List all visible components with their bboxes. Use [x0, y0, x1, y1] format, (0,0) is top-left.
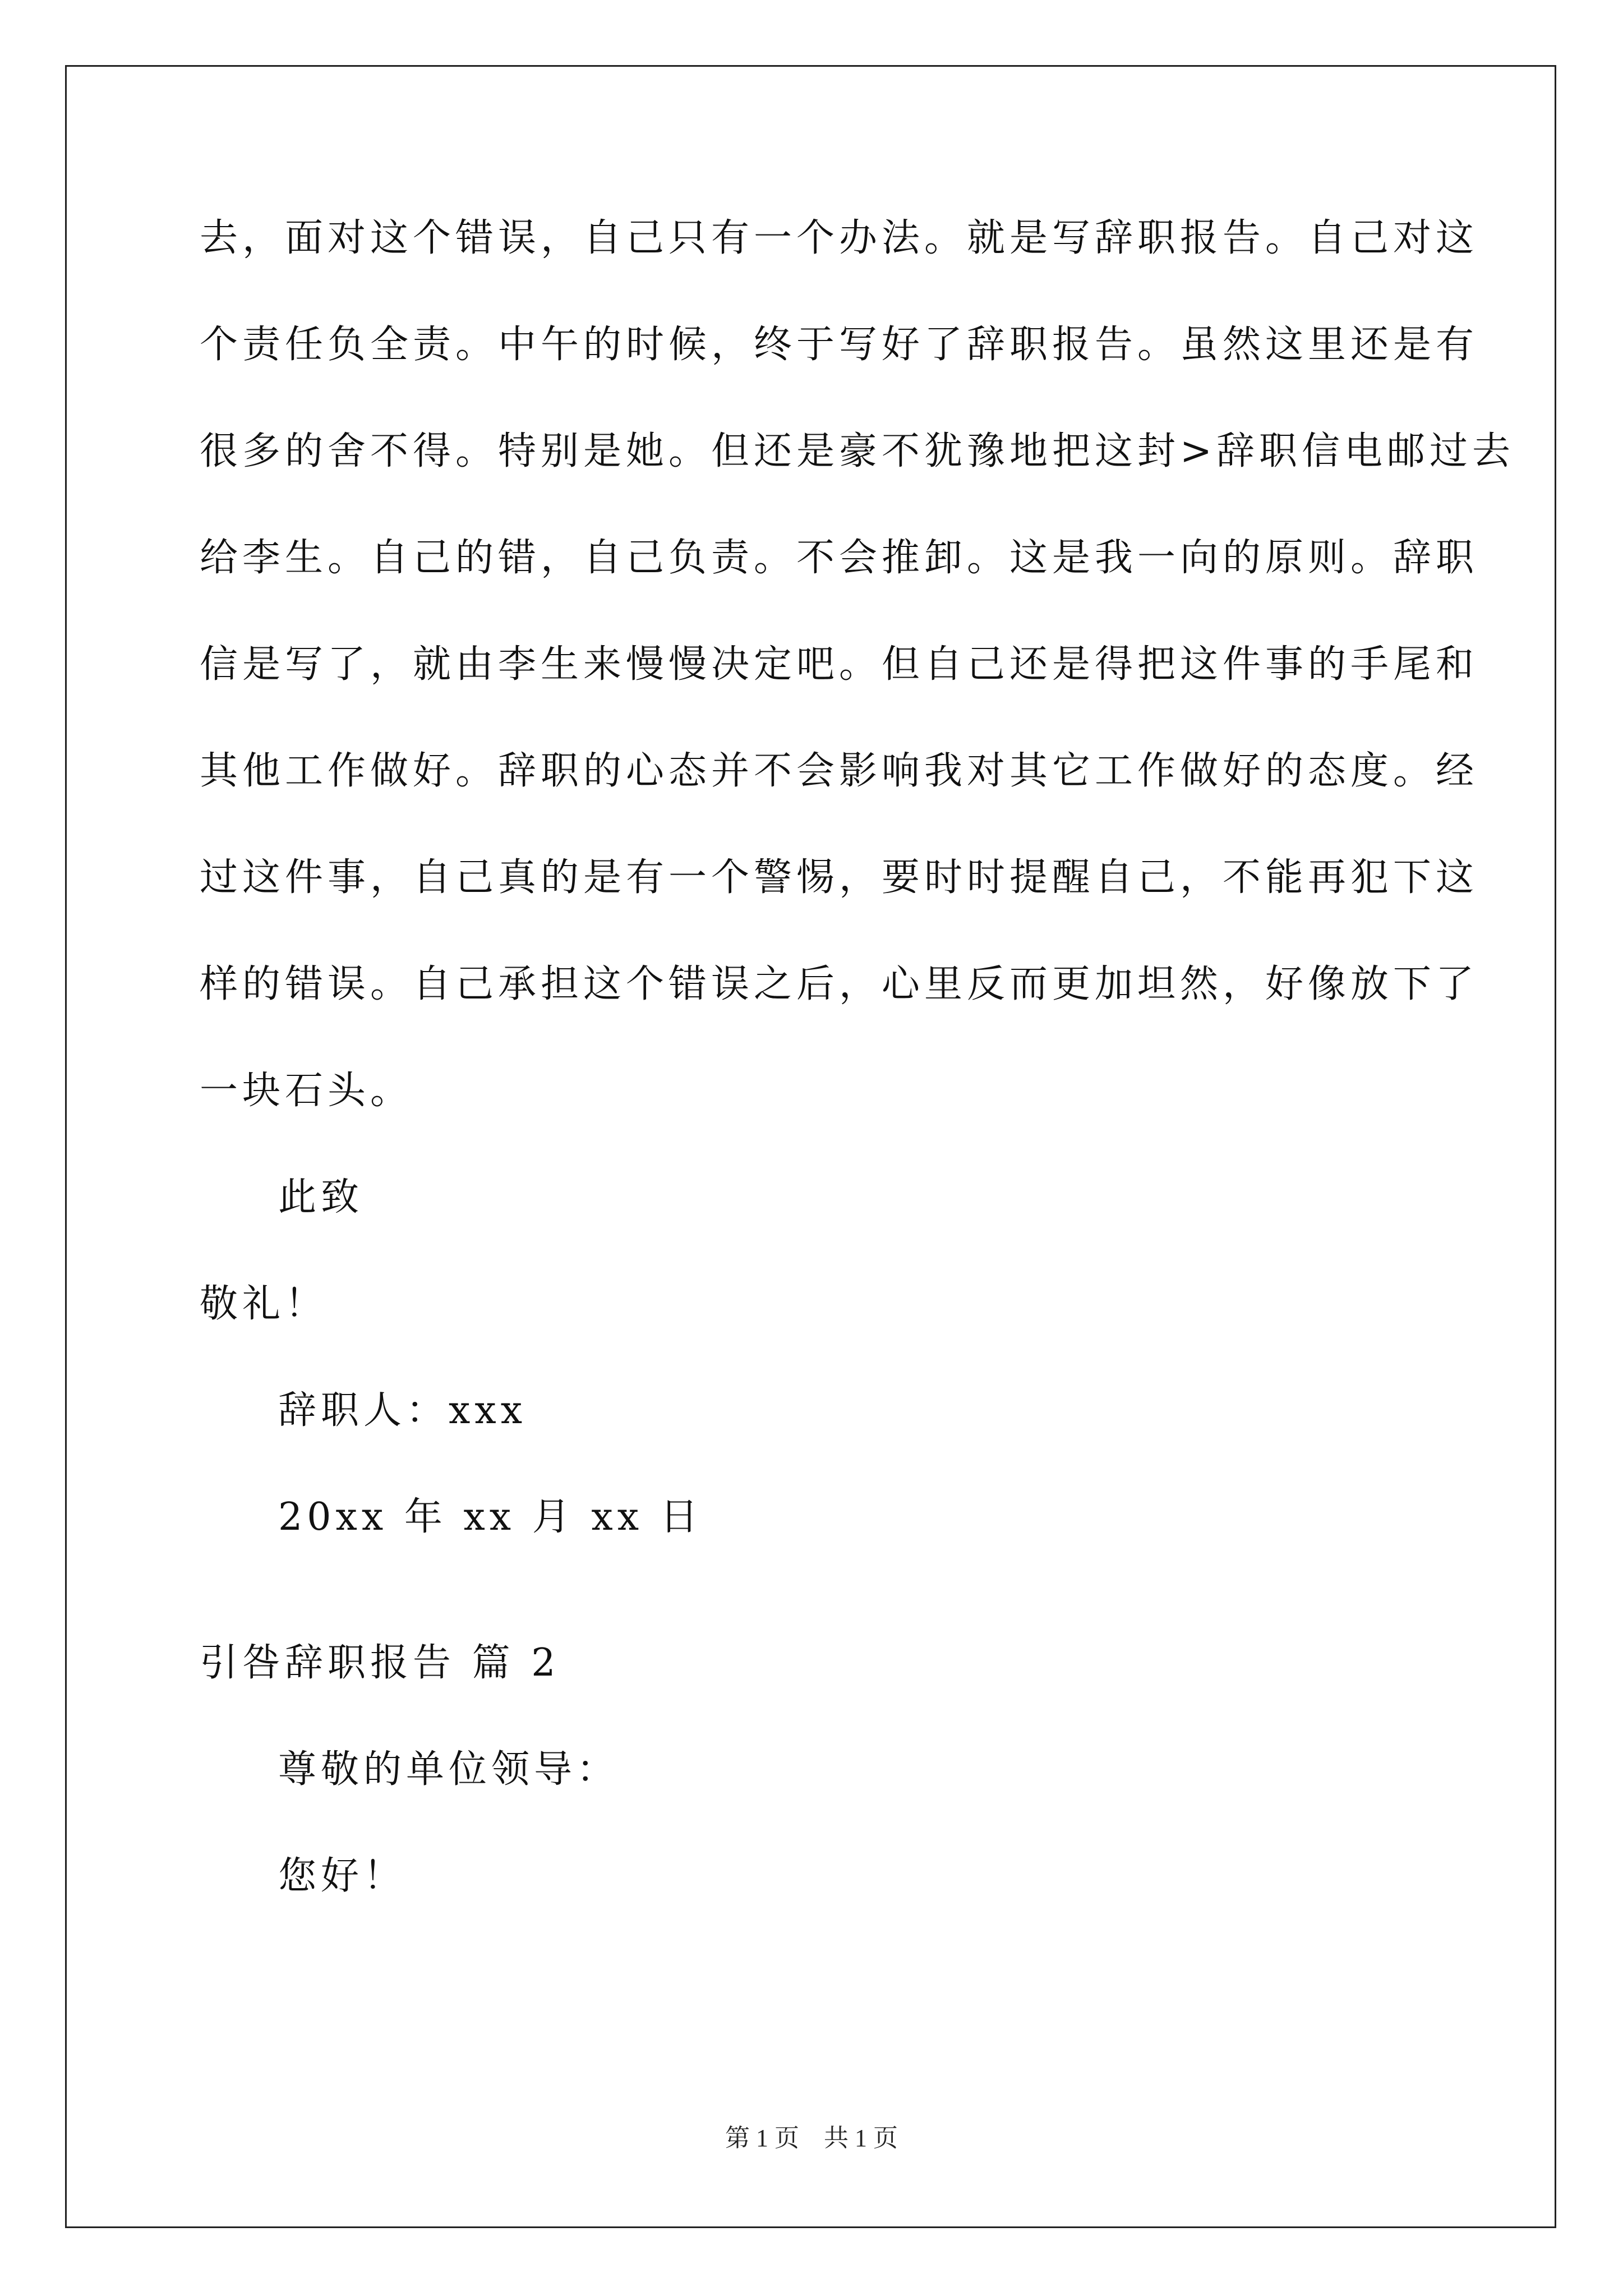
date-line: 20xx 年 xx 月 xx 日 [278, 1495, 703, 1539]
page-footer [0, 2124, 1623, 2152]
body-line: 样的错误。自己承担这个错误之后，心里反而更加坦然，好像放下了 [200, 962, 1479, 1006]
body-line: 很多的舍不得。特别是她。但还是豪不犹豫地把这封>辞职信电邮过去 [200, 429, 1515, 473]
body-line: 一块石头。 [200, 1069, 413, 1113]
section-heading: 引咎辞职报告 篇 2 [200, 1641, 560, 1685]
body-line: 给李生。自己的错，自己负责。不会推卸。这是我一向的原则。辞职 [200, 536, 1479, 580]
body-line: 去，面对这个错误，自己只有一个办法。就是写辞职报告。自己对这 [200, 216, 1479, 260]
body-line: 过这件事，自己真的是有一个警惕，要时时提醒自己，不能再犯下这 [200, 855, 1479, 900]
document-body [200, 216, 1515, 1961]
body-line: 个责任负全责。中午的时候，终于写好了辞职报告。虽然这里还是有 [200, 323, 1479, 367]
closing-salutation: 此致 [278, 1175, 364, 1220]
addressee-line: 尊敬的单位领导： [278, 1747, 620, 1792]
page-total: 共 1 页 [824, 2124, 898, 2152]
body-line: 其他工作做好。辞职的心态并不会影响我对其它工作做好的态度。经 [200, 749, 1479, 793]
signer-line: 辞职人：xxx [278, 1388, 527, 1433]
greeting-line: 您好！ [278, 1854, 407, 1898]
body-line: 信是写了，就由李生来慢慢决定吧。但自己还是得把这件事的手尾和 [200, 642, 1479, 687]
closing-regards: 敬礼！ [200, 1282, 328, 1326]
page-number: 第 1 页 [725, 2124, 799, 2152]
